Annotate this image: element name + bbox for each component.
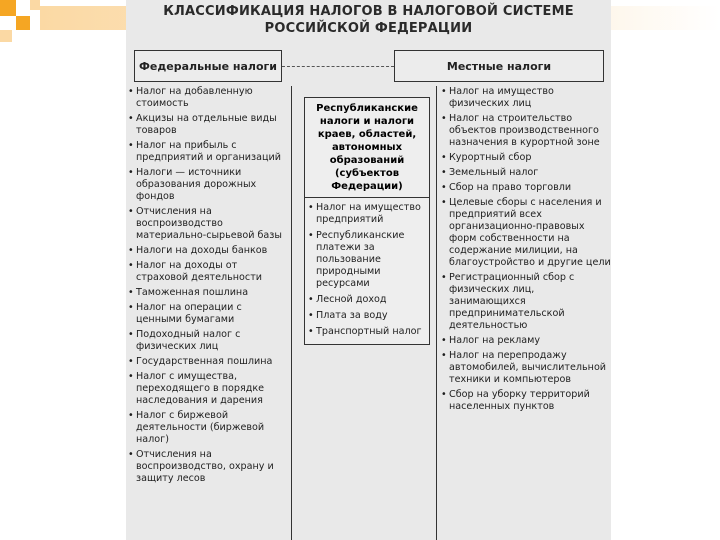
regional-taxes-list [305,198,429,344]
list-item: • Транспортный налог [308,326,426,338]
list-item: • Сбор на уборку территорий населенных пунктов [441,389,611,413]
list-item: • Государственная пошлина [128,356,287,368]
regional-taxes-box [304,97,430,345]
list-item: • Налог на имущество физических лиц [441,86,611,110]
slide-accent-square-2 [16,16,30,30]
page-title [126,3,611,37]
list-item: • Налог на рекламу [441,335,611,347]
slide-accent-square-4 [30,0,40,10]
list-item: • Налог на имущество предприятий [308,202,426,226]
list-item: • Акцизы на отдельные виды товаров [128,113,287,137]
list-item: • Отчисления на воспроизводство, охрану и защиту лесов [128,449,287,485]
list-item: • Налог на строительство объектов производственного назначения в курортной зоне [441,113,611,149]
local-taxes-list [436,86,611,540]
title-line-1: КЛАССИФИКАЦИЯ НАЛОГОВ В НАЛОГОВОЙ СИСТЕМЕ [163,4,574,19]
federal-taxes-header: Федеральные налоги [134,50,282,82]
list-item: • Сбор на право торговли [441,182,611,194]
list-item: • Подоходный налог с физических лиц [128,329,287,353]
header-connector-line [282,66,394,67]
title-line-2: РОССИЙСКОЙ ФЕДЕРАЦИИ [264,21,473,36]
list-item: • Регистрационный сбор с физических лиц, занимающихся предпринимательской деятельностью [441,272,611,332]
local-taxes-header: Местные налоги [394,50,604,82]
list-item: • Налоги на доходы банков [128,245,287,257]
slide-accent-square-1 [0,0,16,16]
list-item: • Отчисления на воспроизводство материально-сырьевой базы [128,206,287,242]
list-item: • Республиканские платежи за пользование природными ресурсами [308,230,426,290]
list-item: • Налог на перепродажу автомобилей, вычислительной техники и компьютеров [441,350,611,386]
slide-accent-square-3 [0,30,12,42]
list-item: • Таможенная пошлина [128,287,287,299]
list-item: • Налог на прибыль с предприятий и организаций [128,140,287,164]
list-item: • Налог на добавленную стоимость [128,86,287,110]
regional-taxes-header: Республиканские налоги и налоги краев, областей, автономных образований (субъектов Федерации) [305,98,429,198]
list-item: • Налог с биржевой деятельности (биржевой налог) [128,410,287,446]
list-item: • Плата за воду [308,310,426,322]
list-item: • Налог на доходы от страховой деятельности [128,260,287,284]
list-item: • Курортный сбор [441,152,611,164]
federal-taxes-list [128,86,292,540]
list-item: • Лесной доход [308,294,426,306]
scanned-document [126,0,611,540]
list-item: • Налог с имущества, переходящего в порядке наследования и дарения [128,371,287,407]
list-item: • Целевые сборы с населения и предприятий всех организационно-правовых форм собственности на содержание милиции, на благоустройство и другие цели [441,197,611,269]
list-item: • Налог на операции с ценными бумагами [128,302,287,326]
list-item: • Налоги — источники образования дорожных фондов [128,167,287,203]
list-item: • Земельный налог [441,167,611,179]
